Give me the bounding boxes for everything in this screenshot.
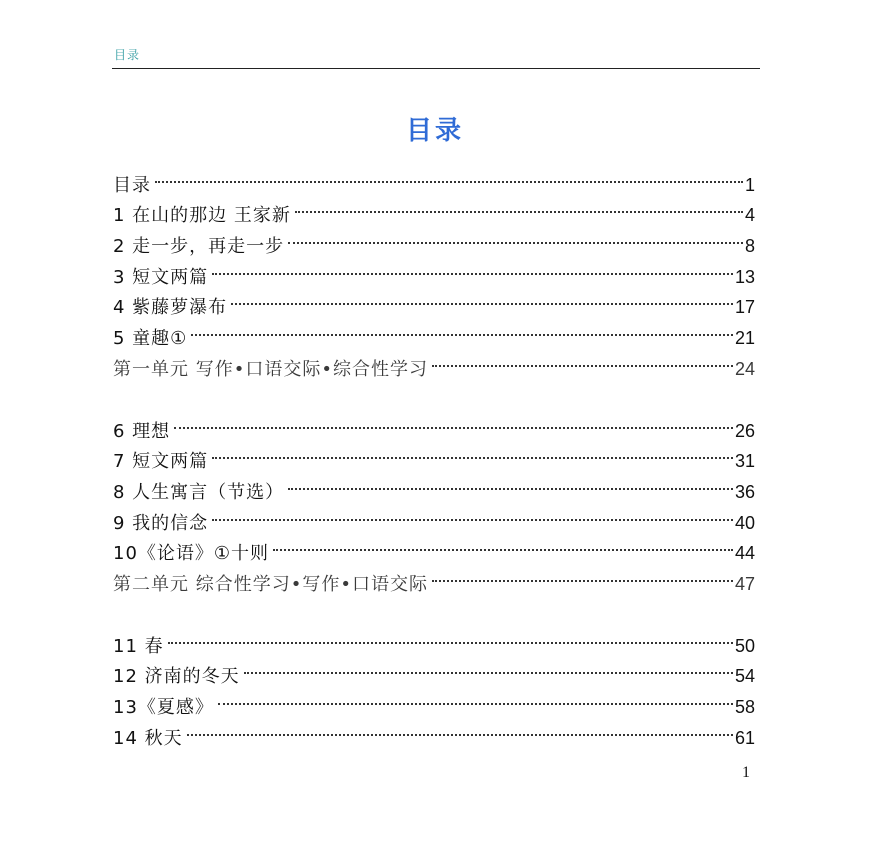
toc-entry-label: 14 秋天 xyxy=(113,727,183,749)
toc-entry-page: 21 xyxy=(734,328,755,349)
toc-dot-leader xyxy=(212,498,733,529)
toc-entry-contents[interactable] xyxy=(113,160,755,196)
toc-dot-leader xyxy=(244,652,733,683)
toc-entry-label: 9 我的信念 xyxy=(113,512,209,534)
toc-entry-label: 6 理想 xyxy=(113,420,171,442)
toc-entry-page: 47 xyxy=(734,573,755,594)
toc-entry-6[interactable] xyxy=(113,406,755,442)
toc-entry-7[interactable] xyxy=(113,437,755,473)
toc-dot-leader xyxy=(295,191,743,222)
toc-entry-page: 36 xyxy=(734,481,755,502)
toc-entry-label: 4 紫藤萝瀑布 xyxy=(113,297,228,319)
toc-entry-5[interactable] xyxy=(113,313,755,350)
toc-entry-page: 50 xyxy=(734,635,755,656)
toc-entry-label: 11 春 xyxy=(113,635,164,657)
toc-entry-page: 24 xyxy=(734,358,755,379)
toc-entry-page: 61 xyxy=(734,727,755,748)
toc-entry-label: 13《夏感》 xyxy=(113,697,214,718)
toc-entry-unit-1[interactable] xyxy=(113,344,755,380)
table-of-contents xyxy=(113,160,755,749)
toc-entry-14[interactable] xyxy=(113,713,755,749)
toc-dot-leader xyxy=(212,252,733,283)
toc-entry-page: 8 xyxy=(744,236,755,257)
toc-entry-11[interactable] xyxy=(113,621,755,657)
toc-dot-leader xyxy=(218,682,733,713)
toc-entry-page: 4 xyxy=(744,205,755,226)
toc-entry-page: 13 xyxy=(734,266,755,287)
toc-dot-leader xyxy=(288,221,743,252)
toc-entry-label: 1 在山的那边 王家新 xyxy=(113,205,291,227)
toc-dot-leader xyxy=(273,529,733,560)
toc-entry-page: 31 xyxy=(734,451,755,472)
toc-dot-leader xyxy=(155,160,743,191)
running-header-title: 目录 xyxy=(114,48,141,62)
toc-dot-leader xyxy=(168,621,733,652)
toc-dot-leader xyxy=(432,559,733,590)
toc-entry-label: 8 人生寓言（节选） xyxy=(113,481,285,503)
toc-dot-leader xyxy=(288,467,733,498)
toc-entry-page: 44 xyxy=(734,543,755,564)
toc-entry-page: 1 xyxy=(744,174,755,195)
toc-entry-page: 17 xyxy=(734,297,755,318)
toc-entry-label: 12 济南的冬天 xyxy=(113,666,240,688)
toc-entry-label: 目录 xyxy=(113,174,151,196)
toc-dot-leader xyxy=(174,406,733,437)
toc-dot-leader xyxy=(191,313,733,344)
toc-dot-leader xyxy=(187,713,733,744)
running-header xyxy=(112,44,760,69)
footer-page-number: 1 xyxy=(742,764,750,781)
toc-entry-page: 26 xyxy=(734,420,755,441)
toc-entry-page: 40 xyxy=(734,512,755,533)
toc-dot-leader xyxy=(432,344,733,375)
toc-entry-label: 3 短文两篇 xyxy=(113,266,209,288)
toc-entry-label: 5 童趣① xyxy=(113,328,188,350)
toc-entry-label: 2 走一步，再走一步 xyxy=(113,236,285,258)
toc-entry-12[interactable] xyxy=(113,652,755,688)
toc-dot-leader xyxy=(231,283,733,314)
page-title: 目录 xyxy=(405,116,464,146)
toc-entry-label: 7 短文两篇 xyxy=(113,451,209,473)
toc-entry-page: 58 xyxy=(734,697,755,717)
toc-entry-label: 第一单元 写作•口语交际•综合性学习 xyxy=(113,358,428,380)
toc-entry-page: 54 xyxy=(734,666,755,687)
toc-entry-1[interactable] xyxy=(113,191,755,227)
toc-dot-leader xyxy=(212,437,733,468)
toc-entry-label: 第二单元 综合性学习•写作•口语交际 xyxy=(113,573,428,595)
toc-entry-label: 10《论语》①十则 xyxy=(113,543,270,565)
